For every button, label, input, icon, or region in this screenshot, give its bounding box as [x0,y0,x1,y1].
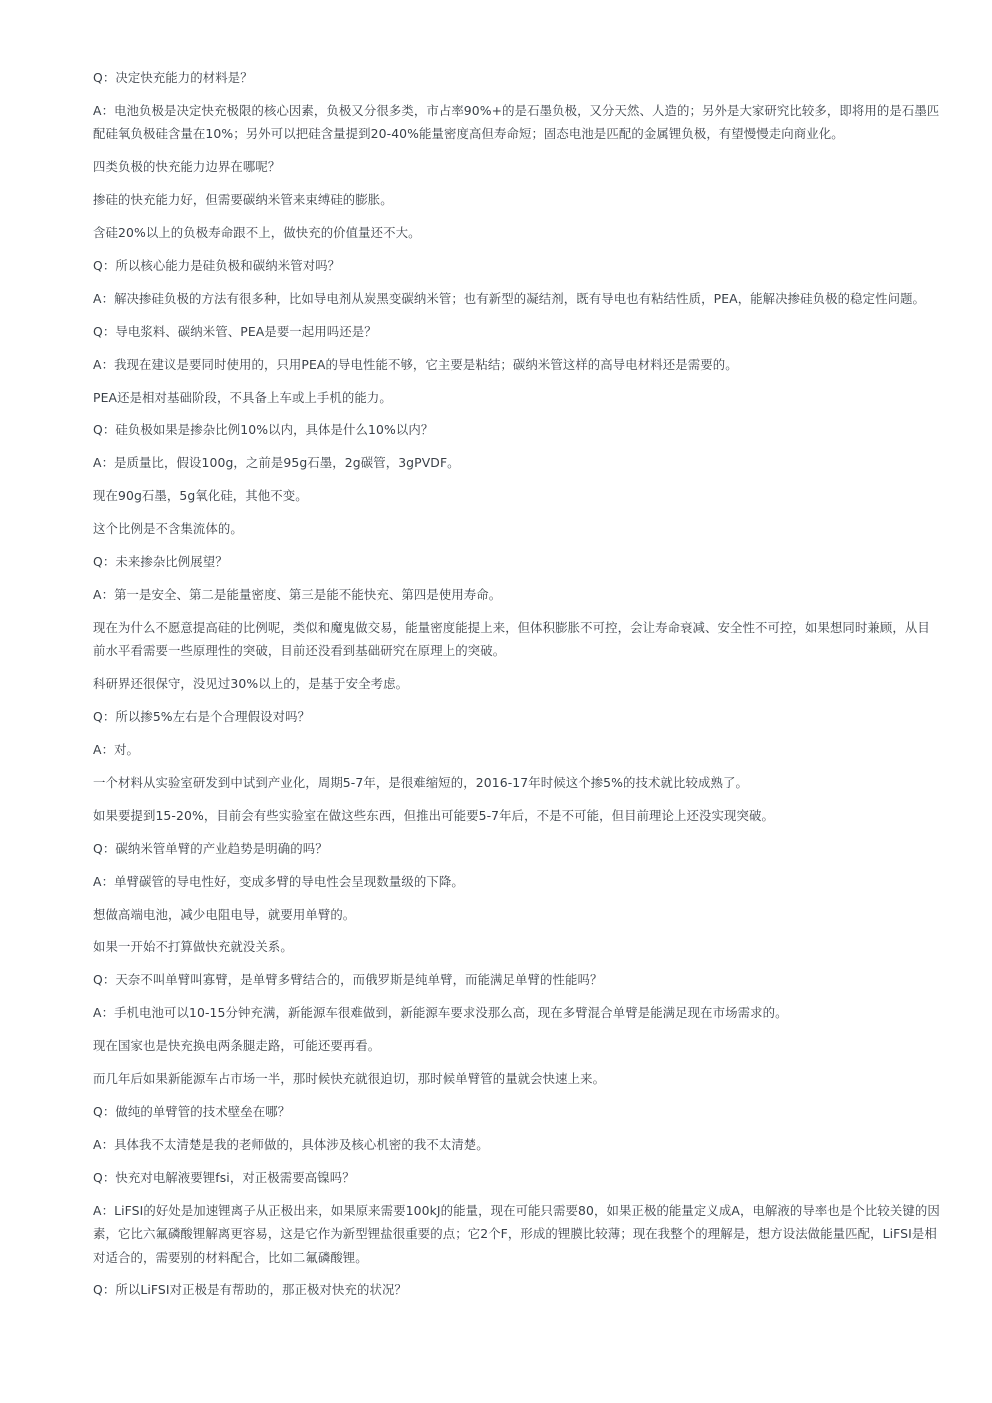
paragraph: A：对。 [93,742,140,758]
paragraph: 含硅20%以上的负极寿命跟不上，做快充的价值量还不大。 [93,225,421,241]
paragraph: 如果要提到15-20%，目前会有些实验室在做这些东西，但推出可能要5-7年后，不是不可能，但目前理论上还没实现突破。 [93,807,774,823]
paragraph: Q：所以掺5%左右是个合理假设对吗？ [93,709,311,725]
paragraph: A：LiFSI的好处是加速锂离子从正极出来，如果原来需要100kJ的能量，现在可能只需要80，如果正极的能量定义成A，电解液的导率也是个比较关键的因素，它比六氟磷酸锂解离更容易，这是它作为新型锂盐很重要的点；它2个F，形成的锂膜比较薄；现在我整个的理解是，想方设法做能量匹配，LiFSI是相对适合的，需要别的材料配合，比如二氟磷酸锂。 [93,1202,940,1265]
paragraph: 一个材料从实验室研发到中试到产业化，周期5-7年，是很难缩短的，2016-17年时候这个掺5%的技术就比较成熟了。 [93,774,748,790]
paragraph: Q：所以LiFSI对正极是有帮助的，那正极对快充的状况？ [93,1282,407,1298]
paragraph: 如果一开始不打算做快充就没关系。 [93,939,293,955]
paragraph: Q：决定快充能力的材料是？ [93,70,253,85]
paragraph: 想做高端电池，减少电阻电导，就要用单臂的。 [93,906,356,922]
paragraph: 掺硅的快充能力好，但需要碳纳米管来束缚硅的膨胀。 [93,192,393,208]
paragraph: 现在为什么不愿意提高硅的比例呢，类似和魔鬼做交易，能量密度能提上来，但体积膨胀不可控，会让寿命衰减、安全性不可控，如果想同时兼顾，从目前水平看需要一些原理性的突破，目前还没看到基础研究在原理上的突破。 [93,619,930,659]
paragraph: A：是质量比，假设100g，之前是95g石墨，2g碳管，3gPVDF。 [93,455,460,471]
paragraph: Q：未来掺杂比例展望？ [93,554,228,570]
paragraph: A：单臂碳管的导电性好，变成多臂的导电性会呈现数量级的下降。 [93,873,464,889]
paragraph: A：具体我不太清楚是我的老师做的，具体涉及核心机密的我不太清楚。 [93,1136,489,1152]
paragraph: A：解决掺硅负极的方法有很多种，比如导电剂从炭黑变碳纳米管；也有新型的凝结剂，既有导电也有粘结性质，PEA，能解决掺硅负极的稳定性问题。 [93,290,926,306]
paragraph: 科研界还很保守，没见过30%以上的，是基于安全考虑。 [93,676,409,692]
paragraph: A：手机电池可以10-15分钟充满，新能源车很难做到，新能源车要求没那么高，现在多臂混合单臂是能满足现在市场需求的。 [93,1005,788,1021]
paragraph: 现在国家也是快充换电两条腿走路，可能还要再看。 [93,1038,381,1054]
paragraph: A：我现在建议是要同时使用的，只用PEA的导电性能不够，它主要是粘结；碳纳米管这样的高导电材料还是需要的。 [93,356,738,372]
paragraph: Q：天奈不叫单臂叫寡臂，是单臂多臂结合的，而俄罗斯是纯单臂，而能满足单臂的性能吗？ [93,972,603,988]
paragraph: 而几年后如果新能源车占市场一半，那时候快充就很迫切，那时候单臂管的量就会快速上来。 [93,1071,606,1087]
document-body [93,66,941,1311]
paragraph: 这个比例是不含集流体的。 [93,521,243,537]
paragraph: 现在90g石墨，5g氧化硅，其他不变。 [93,488,308,504]
paragraph: Q：所以核心能力是硅负极和碳纳米管对吗？ [93,257,341,273]
paragraph: Q：做纯的单臂管的技术壁垒在哪？ [93,1104,291,1119]
paragraph: A：第一是安全、第二是能量密度、第三是能不能快充、第四是使用寿命。 [93,587,502,602]
paragraph: Q：快充对电解液要锂fsi，对正极需要高镍吗？ [93,1169,355,1185]
paragraph: A：电池负极是决定快充极限的核心因素，负极又分很多类，市占率90%+的是石墨负极，又分天然、人造的；另外是大家研究比较多，即将用的是石墨匹配硅氧负极硅含量在10%；另外可以把硅含量提到20-40%能量密度高但寿命短；固态电池是匹配的金属锂负极，有望慢慢走向商业化。 [93,102,940,142]
paragraph: PEA还是相对基础阶段，不具备上车或上手机的能力。 [93,389,392,405]
paragraph: 四类负极的快充能力边界在哪呢？ [93,159,281,175]
paragraph: Q：导电浆料、碳纳米管、PEA是要一起用吗还是？ [93,323,377,339]
paragraph: Q：碳纳米管单臂的产业趋势是明确的吗？ [93,840,328,856]
paragraph: Q：硅负极如果是掺杂比例10%以内，具体是什么10%以内？ [93,422,434,438]
